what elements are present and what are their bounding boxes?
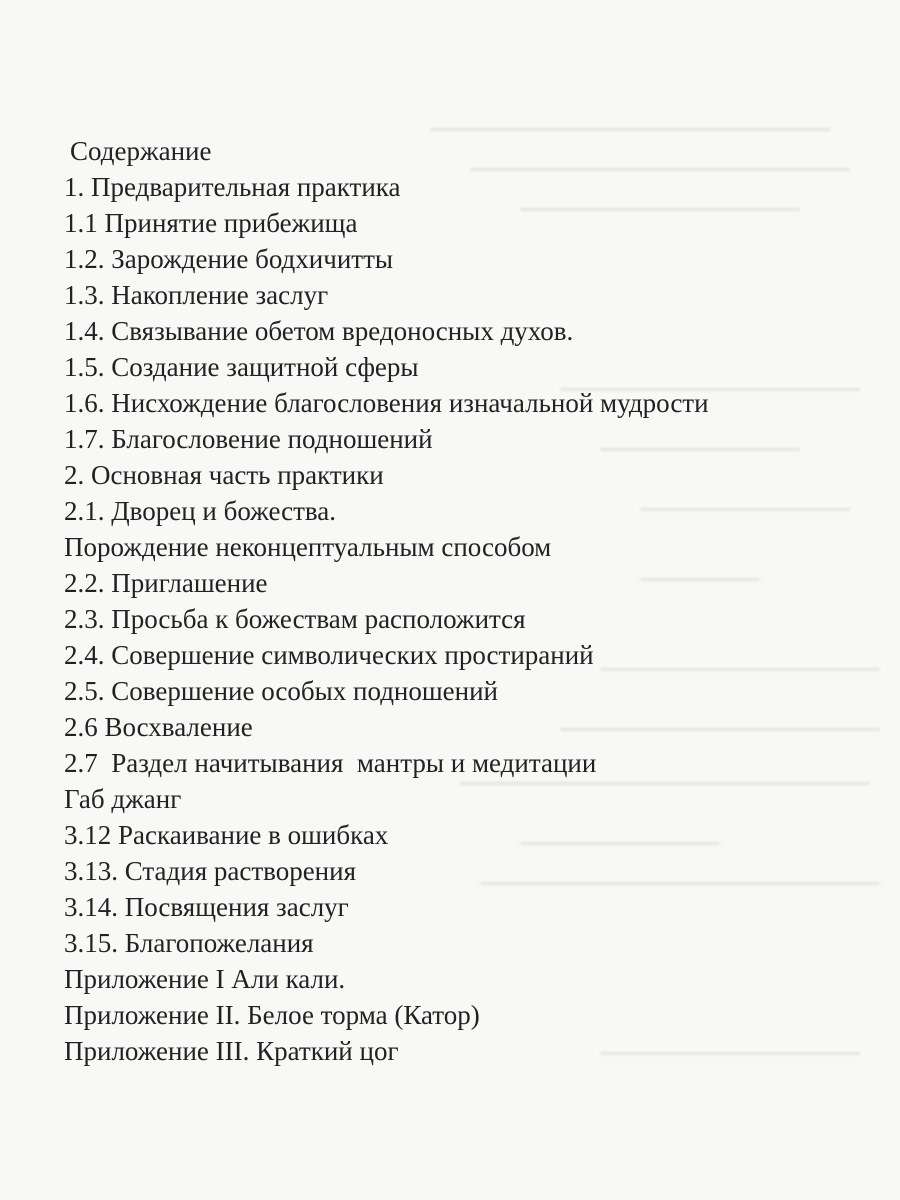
toc-item: 3.13. Стадия растворения [64, 856, 357, 886]
toc-item: Приложение III. Краткий цог [64, 1036, 399, 1066]
toc-item: Порождение неконцептуальным способом [64, 532, 552, 562]
toc-item: 2.6 Восхваление [64, 712, 253, 742]
toc-item: 1. Предварительная практика [64, 172, 401, 202]
toc-item: 1.4. Связывание обетом вредоносных духов. [64, 316, 574, 346]
toc-item: 1.3. Накопление заслуг [64, 280, 329, 310]
toc-item: Приложение II. Белое торма (Катор) [64, 1000, 480, 1030]
toc-title: Содержание [70, 136, 212, 166]
toc-item: 2.5. Совершение особых подношений [64, 676, 499, 706]
toc-item: 2.4. Совершение символических простираний [64, 640, 594, 670]
toc-item: 1.5. Создание защитной сферы [64, 352, 419, 382]
toc-item: 3.12 Раскаивание в ошибках [64, 820, 389, 850]
toc-item: 3.15. Благопожелания [64, 928, 314, 958]
toc-item: Приложение I Али кали. [64, 964, 346, 994]
toc-item: 2. Основная часть практики [64, 460, 384, 490]
toc-item: 1.7. Благословение подношений [64, 424, 433, 454]
toc-list [64, 169, 884, 1069]
toc-item: 2.3. Просьба к божествам расположится [64, 604, 526, 634]
toc-item: 1.2. Зарождение бодхичитты [64, 244, 394, 274]
table-of-contents [64, 133, 884, 1069]
toc-item: Габ джанг [64, 784, 182, 814]
toc-item: 1.1 Принятие прибежища [64, 208, 358, 238]
toc-item: 3.14. Посвящения заслуг [64, 892, 349, 922]
toc-item: 2.7 Раздел начитывания мантры и медитации [64, 748, 597, 778]
toc-item: 2.1. Дворец и божества. [64, 496, 337, 526]
toc-item: 1.6. Нисхождение благословения изначальной мудрости [64, 388, 709, 418]
toc-item: 2.2. Приглашение [64, 568, 268, 598]
